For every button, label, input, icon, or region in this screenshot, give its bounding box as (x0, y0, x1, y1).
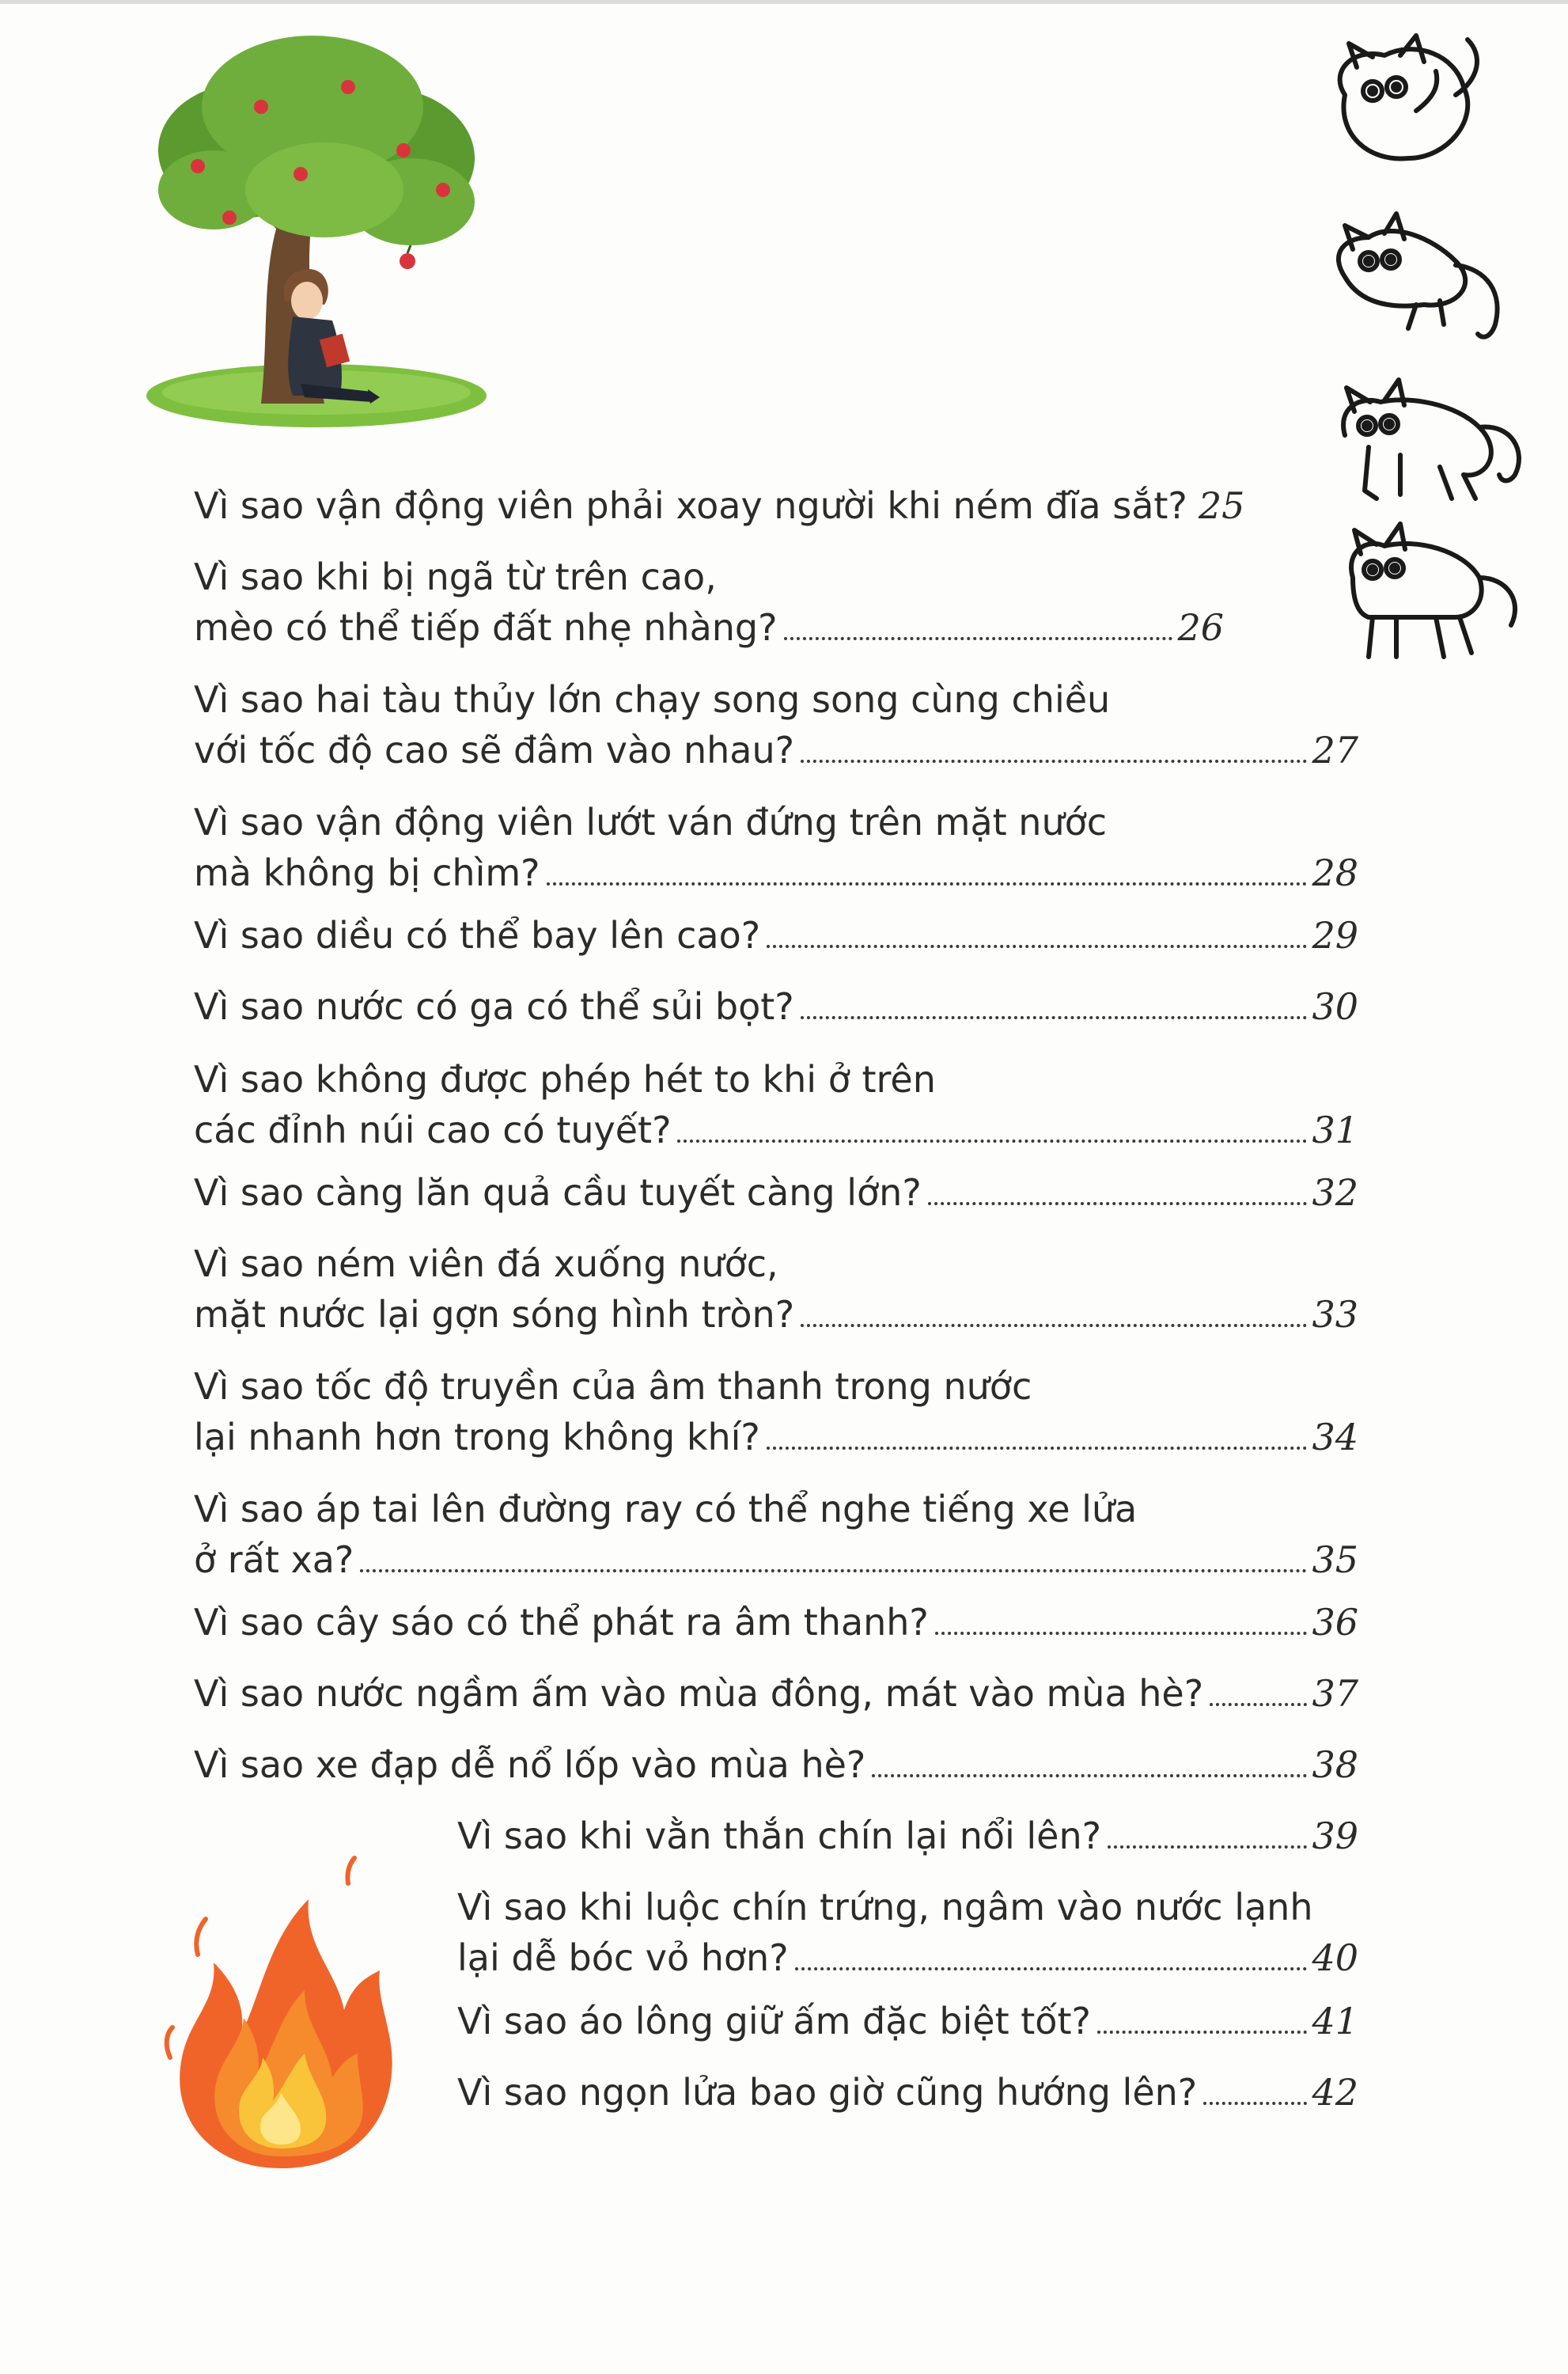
toc-entry-title: Vì sao xe đạp dễ nổ lốp vào mùa hè? (194, 1743, 866, 1786)
toc-entry-title: Vì sao khi luộc chín trứng, ngâm vào nước lạnh (457, 1886, 1313, 1928)
toc-entry-title: Vì sao cây sáo có thể phát ra âm thanh? (194, 1601, 929, 1644)
toc-entry[interactable] (194, 1739, 1358, 1790)
toc-page-number: 34 (1312, 1416, 1358, 1458)
toc-dot-leader (872, 1774, 1307, 1777)
toc-page-number: 25 (1198, 484, 1245, 527)
toc-page-number: 38 (1312, 1743, 1358, 1786)
toc-entry-title: Vì sao áo lông giữ ấm đặc biệt tốt? (457, 2000, 1091, 2042)
toc-dot-leader (767, 945, 1307, 948)
toc-entry[interactable] (194, 1054, 1358, 1155)
toc-dot-leader (784, 637, 1173, 640)
toc-entry-title: Vì sao hai tàu thủy lớn chạy song song cùng chiều (194, 678, 1111, 721)
toc-entry-title: Vì sao nước có ga có thể sủi bọt? (194, 985, 794, 1028)
toc-page-number: 26 (1177, 606, 1224, 649)
toc-entry-title-cont: ở rất xa? (194, 1538, 354, 1581)
toc-entry[interactable] (457, 1811, 1358, 1861)
toc-page-number: 37 (1312, 1672, 1358, 1715)
toc-page-number: 32 (1312, 1171, 1358, 1214)
toc-entry-title: Vì sao ngọn lửa bao giờ cũng hướng lên? (457, 2071, 1198, 2114)
toc-dot-leader (547, 882, 1308, 886)
toc-entry-title: Vì sao áp tai lên đường ray có thể nghe tiếng xe lửa (194, 1488, 1138, 1530)
toc-entry-title: Vì sao diều có thể bay lên cao? (194, 914, 761, 957)
toc-entry[interactable] (194, 1238, 1358, 1340)
toc-dot-leader (935, 1632, 1308, 1635)
toc-page-number: 30 (1312, 985, 1358, 1028)
toc-entry-title: Vì sao ném viên đá xuống nước, (194, 1242, 778, 1285)
toc-dot-leader (767, 1447, 1308, 1450)
toc-entry-title: Vì sao vận động viên lướt ván đứng trên mặt nước (194, 801, 1108, 844)
toc-entry[interactable] (457, 2067, 1358, 2118)
toc-dot-leader (1108, 1845, 1307, 1849)
toc-entry[interactable] (194, 1361, 1358, 1462)
toc-entry[interactable] (194, 1167, 1358, 1218)
toc-entry-title: Vì sao càng lăn quả cầu tuyết càng lớn? (194, 1171, 922, 1214)
toc-dot-leader (801, 760, 1307, 763)
toc-entry-title: Vì sao tốc độ truyền của âm thanh trong nước (194, 1365, 1032, 1408)
toc-entry-title: Vì sao vận động viên phải xoay người khi ném đĩa sắt? (194, 484, 1187, 527)
toc-entry[interactable] (194, 797, 1358, 898)
toc-page-number: 28 (1312, 851, 1358, 894)
toc-entry[interactable] (194, 1484, 1358, 1585)
toc-entry-title-cont: mà không bị chìm? (194, 851, 540, 894)
toc-page-number: 39 (1312, 1815, 1358, 1857)
toc-entry[interactable] (194, 1597, 1358, 1648)
toc-page-number: 42 (1312, 2071, 1358, 2114)
toc-dot-leader (1097, 2031, 1308, 2034)
toc-entry[interactable] (194, 910, 1358, 961)
toc-entry[interactable] (194, 674, 1358, 776)
toc-entry-title: Vì sao nước ngầm ấm vào mùa đông, mát vào mùa hè? (194, 1672, 1204, 1715)
toc-entry-title-cont: các đỉnh núi cao có tuyết? (194, 1109, 672, 1151)
toc-entry-title-cont: với tốc độ cao sẽ đâm vào nhau? (194, 729, 795, 772)
toc-entry-title: Vì sao khi vằn thắn chín lại nổi lên? (457, 1815, 1102, 1857)
toc-entry[interactable] (194, 981, 1358, 1032)
toc-dot-leader (795, 1967, 1308, 1970)
toc-dot-leader (928, 1202, 1308, 1205)
toc-entry-title-cont: lại nhanh hơn trong không khí? (194, 1416, 760, 1458)
toc-page-number: 27 (1312, 729, 1358, 772)
toc-entry[interactable] (194, 552, 1224, 653)
toc-page-number: 41 (1312, 2000, 1358, 2042)
toc-entry[interactable] (457, 1882, 1358, 1983)
toc-entry[interactable] (457, 1996, 1358, 2046)
toc-dot-leader (1210, 1703, 1307, 1706)
toc-dot-leader (677, 1140, 1307, 1143)
toc-dot-leader (360, 1569, 1307, 1572)
toc-page-number: 31 (1312, 1109, 1358, 1151)
toc-entry-title: Vì sao khi bị ngã từ trên cao, (194, 556, 717, 598)
toc-dot-leader (1203, 2102, 1307, 2105)
toc-page-number: 36 (1312, 1601, 1358, 1644)
toc-entry-title-cont: mèo có thể tiếp đất nhẹ nhàng? (194, 606, 778, 649)
toc-page-number: 35 (1312, 1538, 1358, 1581)
toc-entry-title-cont: lại dễ bóc vỏ hơn? (457, 1936, 789, 1979)
toc-entry-title: Vì sao không được phép hét to khi ở trên (194, 1058, 936, 1101)
toc-entry[interactable] (194, 1668, 1358, 1719)
toc-page-number: 29 (1312, 914, 1358, 957)
toc-dot-leader (801, 1324, 1307, 1327)
toc-dot-leader (801, 1016, 1308, 1019)
toc-page-number: 33 (1312, 1293, 1358, 1336)
toc-entry[interactable] (194, 480, 1245, 531)
toc-page-number: 40 (1312, 1936, 1358, 1979)
toc-entry-title-cont: mặt nước lại gợn sóng hình tròn? (194, 1293, 795, 1336)
